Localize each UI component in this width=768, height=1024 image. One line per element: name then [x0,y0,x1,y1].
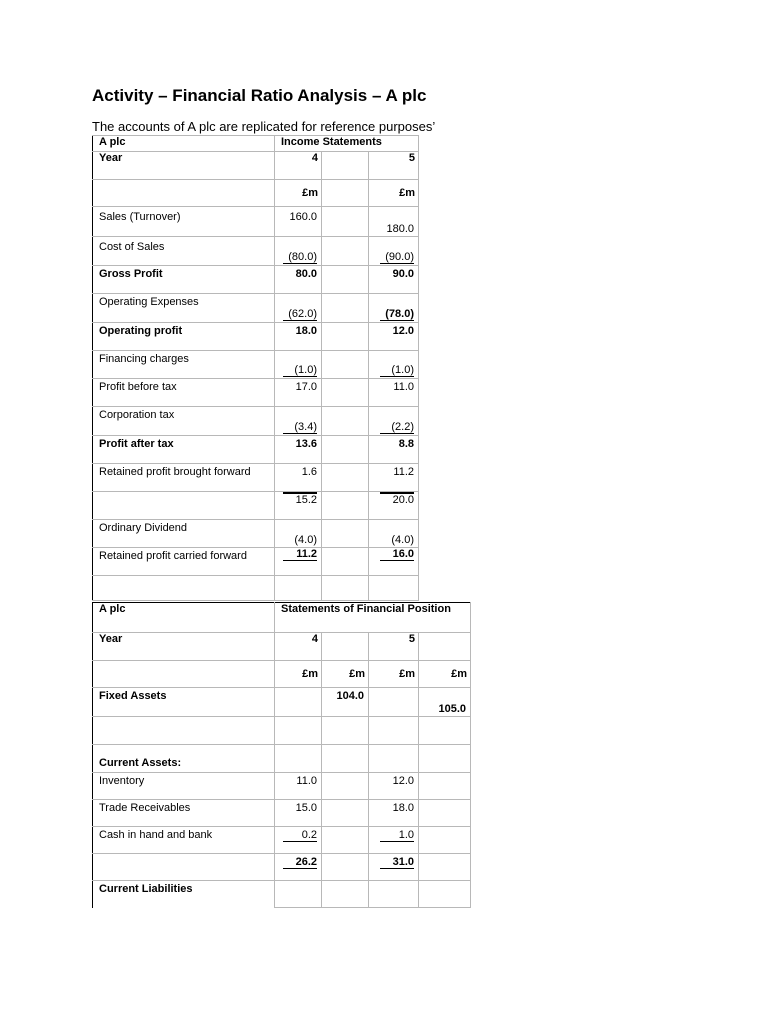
table-row [93,745,471,773]
row-value-a: 13.6 [275,436,322,464]
row-label [93,492,275,520]
sfp-heading-cell: Statements of Financial Position [275,603,471,633]
table-row [93,351,419,379]
table-row [93,436,419,464]
intro-text: The accounts of A plc are replicated for reference purposes’ [92,119,436,134]
income-year-label: Year [93,152,275,180]
row-value-b: 11.2 [369,464,419,492]
table-row [93,323,419,351]
row-value-a: 1.6 [275,464,322,492]
row-value-b: (4.0) [369,520,419,548]
row-value-a: 15.0 [275,800,322,827]
fixed-assets-b: 105.0 [419,688,471,717]
table-row [93,688,471,717]
row-label: Operating profit [93,323,275,351]
table-row [93,237,419,266]
row-value-a: 17.0 [275,379,322,407]
sfp-unit-1: £m [275,661,322,688]
sfp-unit-4: £m [419,661,471,688]
row-label: Operating Expenses [93,294,275,323]
page-title: Activity – Financial Ratio Analysis – A plc [92,86,427,105]
table-row [93,773,471,800]
current-assets-total-a: 26.2 [275,854,322,881]
income-company-cell: A plc [93,136,275,152]
row-value-a: (80.0) [275,237,322,266]
row-label: Ordinary Dividend [93,520,275,548]
row-value-a: (62.0) [275,294,322,323]
row-value-a: 160.0 [275,207,322,237]
sfp-company-cell: A plc [93,603,275,633]
row-value-a: 18.0 [275,323,322,351]
sfp-year-b: 5 [369,633,419,661]
row-label: Gross Profit [93,266,275,294]
income-unit-b: £m [369,180,419,207]
row-label: Inventory [93,773,275,800]
sfp-unit-3: £m [369,661,419,688]
income-unit-a: £m [275,180,322,207]
row-label: Corporation tax [93,407,275,436]
row-value-a: 11.0 [275,773,322,800]
fixed-assets-label: Fixed Assets [93,688,275,717]
row-label: Cost of Sales [93,237,275,266]
row-label: Retained profit carried forward [93,548,275,576]
sfp-year-a: 4 [275,633,322,661]
row-label: Financing charges [93,351,275,379]
fixed-assets-a: 104.0 [322,688,369,717]
row-value-a: 80.0 [275,266,322,294]
row-value-a: 11.2 [275,548,322,576]
current-assets-label: Current Assets: [93,745,275,773]
row-value-b: (78.0) [369,294,419,323]
income-heading-cell: Income Statements [275,136,419,152]
row-value-a: (4.0) [275,520,322,548]
income-year-a: 4 [275,152,322,180]
table-row [93,548,419,576]
row-value-b: 18.0 [369,800,419,827]
row-label: Profit before tax [93,379,275,407]
row-value-a: (3.4) [275,407,322,436]
table-row [93,827,471,854]
row-value-b: 12.0 [369,323,419,351]
row-value-b: 11.0 [369,379,419,407]
row-value-b: 1.0 [369,827,419,854]
row-label: Cash in hand and bank [93,827,275,854]
row-label: Profit after tax [93,436,275,464]
table-row [93,207,419,237]
row-value-a: 0.2 [275,827,322,854]
row-value-b: 90.0 [369,266,419,294]
table-row [93,379,419,407]
income-statement-table [92,135,419,601]
financial-position-table [92,602,471,908]
sfp-unit-2: £m [322,661,369,688]
current-assets-total-b: 31.0 [369,854,419,881]
current-liabilities-label: Current Liabilities [93,881,275,908]
row-value-b: (1.0) [369,351,419,379]
table-row [93,407,419,436]
row-value-b: 8.8 [369,436,419,464]
table-row [93,881,471,908]
table-row [93,492,419,520]
row-value-b: 180.0 [369,207,419,237]
row-label: Trade Receivables [93,800,275,827]
table-row [93,520,419,548]
sfp-year-label: Year [93,633,275,661]
table-row [93,854,471,881]
row-value-a: 15.2 [275,492,322,520]
table-row [93,464,419,492]
row-value-b: 16.0 [369,548,419,576]
table-row [93,800,471,827]
row-value-b: 12.0 [369,773,419,800]
row-label: Sales (Turnover) [93,207,275,237]
row-value-b: 20.0 [369,492,419,520]
row-label: Retained profit brought forward [93,464,275,492]
row-value-a: (1.0) [275,351,322,379]
table-row [93,294,419,323]
table-row [93,266,419,294]
row-value-b: (90.0) [369,237,419,266]
row-value-b: (2.2) [369,407,419,436]
income-year-b: 5 [369,152,419,180]
